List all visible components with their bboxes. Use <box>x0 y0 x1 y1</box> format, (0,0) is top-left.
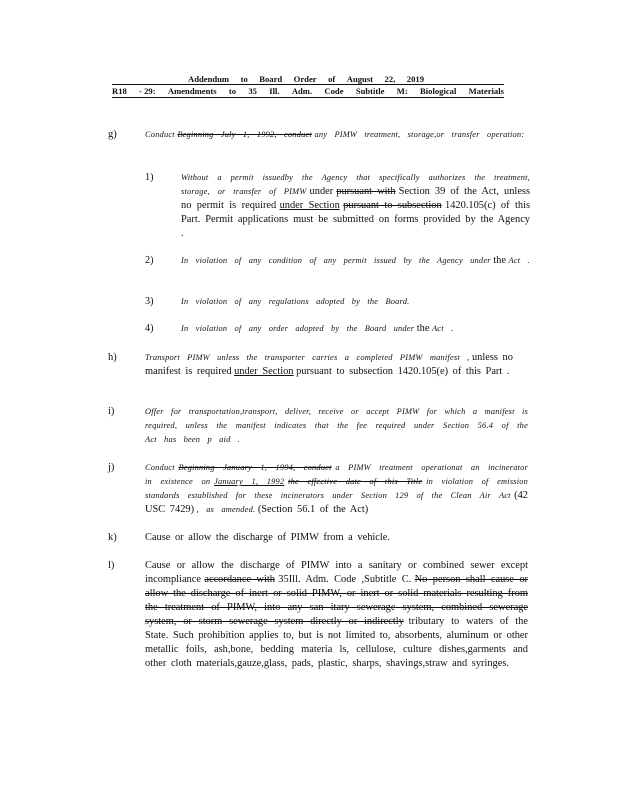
inserted-text: under Section <box>234 366 294 377</box>
header-word: to <box>240 74 248 84</box>
header-word: Board <box>259 74 283 84</box>
header-word: 2019 <box>406 74 424 84</box>
item-label: g) <box>108 129 117 140</box>
item-g-2 <box>145 254 530 268</box>
header-word: to <box>228 86 237 96</box>
item-label: 4) <box>145 323 154 334</box>
item-k <box>108 531 528 545</box>
item-text: under <box>309 186 334 197</box>
header-word: Addendum <box>188 74 230 84</box>
item-l <box>108 559 528 671</box>
struck-text: Beginning July 1, 1992, conduct <box>177 130 312 139</box>
page-header <box>112 74 504 98</box>
item-text: Section 39 of the Act, unless no permit is required <box>181 186 531 211</box>
item-text: Without a permit issuedby the Agency that specifically authorizes the treatment, storage, or transfer of PIMW <box>181 173 530 196</box>
item-j <box>108 461 528 517</box>
struck-text: the effective date of this Title <box>288 477 423 486</box>
item-text: the <box>493 255 506 266</box>
header-word: Amendments <box>167 86 217 96</box>
item-body <box>145 128 528 142</box>
item-label: i) <box>108 406 115 417</box>
item-label: l) <box>108 560 115 571</box>
item-text: In violation of any order adopted by the Board under <box>181 324 415 333</box>
item-body <box>181 171 530 241</box>
header-word: R18 <box>112 86 127 96</box>
item-text: , as amended. <box>196 505 256 514</box>
item-text: 35Ill. Adm. Code ,Subtitle C. <box>278 574 412 585</box>
item-text: In violation of any condition of any permit issued by the Agency under <box>181 256 491 265</box>
header-line-1 <box>112 74 504 85</box>
item-i <box>108 405 528 447</box>
item-text: Transport PIMW unless the transporter carries a completed PIMW manifest , <box>145 353 470 362</box>
item-body <box>181 295 530 309</box>
item-text: a PIMW treatment operationat an incinerator in existence on <box>145 463 529 486</box>
item-text: Conduct <box>145 463 175 472</box>
header-word: Code <box>324 86 344 96</box>
item-body <box>145 405 528 447</box>
item-label: 3) <box>145 296 154 307</box>
header-word: 22, <box>384 74 396 84</box>
item-g-3 <box>145 295 530 309</box>
item-text: Act . <box>508 256 530 265</box>
item-text: Conduct <box>145 130 175 139</box>
item-body <box>181 254 530 268</box>
header-word: Adm. <box>291 86 313 96</box>
item-text: Act . <box>431 324 454 333</box>
header-word: August <box>346 74 374 84</box>
item-text: (42 USC 7429) <box>145 490 529 515</box>
inserted-text: January 1, 1992 <box>214 477 285 486</box>
item-text: any PIMW treatment, storage,or transfer operation: <box>314 130 525 139</box>
item-text: the <box>416 323 430 334</box>
item-label: k) <box>108 532 117 543</box>
header-word: of <box>328 74 336 84</box>
item-label: 2) <box>145 255 154 266</box>
item-label: h) <box>108 352 117 363</box>
header-word: 35 <box>248 86 257 96</box>
inserted-text: under Section <box>279 200 340 211</box>
item-label: 1) <box>145 172 154 183</box>
struck-text: accordance with <box>204 574 275 585</box>
header-word: Materials <box>468 86 504 96</box>
header-word: M: <box>396 86 408 96</box>
item-text: 1420.105(c) of this Part. Permit applications must be submitted on forms provided by the Agency . <box>181 200 530 239</box>
header-word: Subtitle <box>355 86 385 96</box>
item-text: (Section 56.1 of the Act) <box>257 504 369 515</box>
item-text: in violation of emission standards established for these incinerators under Section 129 of the Clean Air Act <box>145 477 529 500</box>
item-body <box>145 461 528 517</box>
struck-text: pursuant with <box>336 186 396 197</box>
item-h <box>108 351 528 379</box>
header-word: Ill. <box>269 86 280 96</box>
item-text: Cause or allow the discharge of PIMW into a sanitary or combined sewer except incompliance <box>145 560 528 585</box>
item-text: unless no manifest is required <box>145 352 513 377</box>
header-word: Order <box>293 74 317 84</box>
struck-text: No person shall cause or allow the discharge of inert or solid PIMW, or inert or solid materials resulting from the treatment of PIMW, into any san itary sewerage system, combined sewerage system, or storm sewerage system directly or indirectly <box>145 574 529 627</box>
header-word: Biological <box>420 86 457 96</box>
item-text: Cause or allow the discharge of PIMW from a vehicle. <box>145 532 390 543</box>
header-line-2 <box>112 86 504 98</box>
item-text: Offer for transportation,transport, deliver, receive or accept PIMW for which a manifest is required, unless the manifest indicates that the fee required under Section 56.4 of the Act has been p aid . <box>145 407 528 444</box>
item-text: pursuant to subsection 1420.105(e) of this Part . <box>296 366 510 377</box>
struck-text: pursuant to subsection <box>343 200 442 211</box>
item-body <box>145 351 528 379</box>
item-label: j) <box>108 462 115 473</box>
item-body <box>145 559 528 671</box>
item-text: tributary to waters of the State. Such prohibition applies to, but is not limited to, absorbents, aluminum or other metallic foils, ash,bone, bedding materia ls, cellulose, culture dishes,garments and other cloth materials,gauze,glass, pads, plastic, sharps, shavings,straw and syringes. <box>145 616 528 669</box>
item-g-4 <box>145 322 530 336</box>
header-word: - 29: <box>139 86 156 96</box>
item-body <box>145 531 528 545</box>
item-text: In violation of any regulations adopted by the Board. <box>181 297 410 306</box>
item-g-1 <box>145 171 530 241</box>
item-body <box>181 322 530 336</box>
item-g <box>108 128 528 142</box>
struck-text: Beginning January 1, 1994, conduct <box>178 463 332 472</box>
